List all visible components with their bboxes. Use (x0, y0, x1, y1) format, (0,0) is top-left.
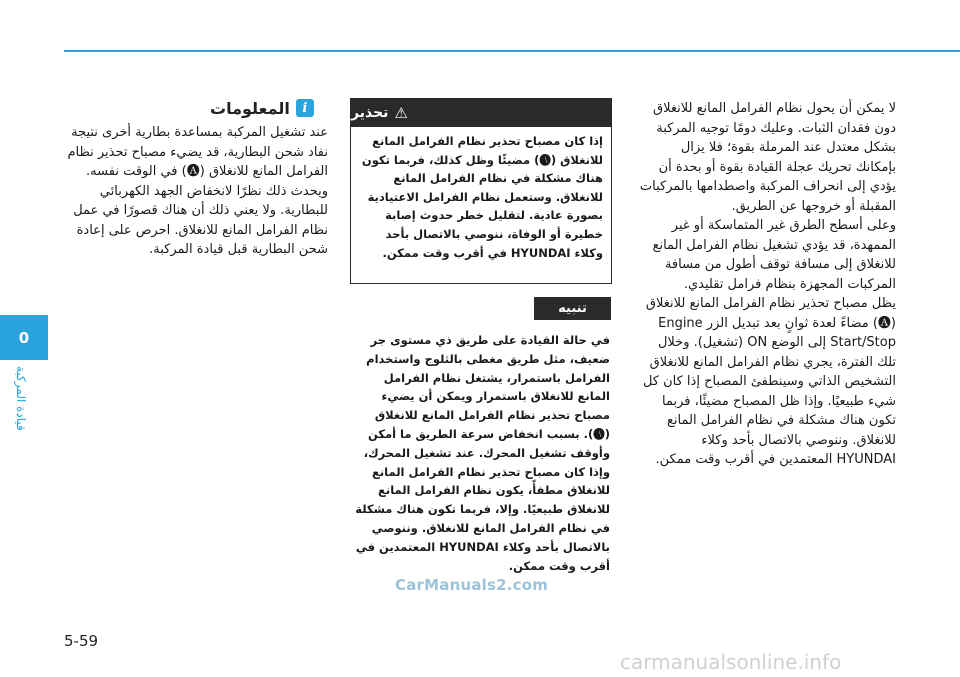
info-title: المعلومات (210, 98, 290, 118)
warning-title: تحذير (351, 105, 389, 121)
paragraph-abs-warning-light: يظل مصباح تحذير نظام الفرامل المانع للانغلاق (🅐) مضاءً لعدة ثوانٍ بعد تبديل الزر Engine Start/Stop إلى الوضع ON (تشغيل). وخلال تلك الفترة، يجري نظام الفرامل المانع للانغلاق التشخيص الذاتي وسينطفئ المصباح إذا كان كل شيء طبيعيًا. وإذا ظل المصباح مضيئًا، فربما تكون هناك مشكلة في نظام الفرامل المانع للانغلاق. وننوصي بالاتصال بأحد وكلاء HYUNDAI المعتمدين في أقرب وقت ممكن. (642, 296, 896, 467)
warning-triangle-icon: ⚠ (394, 104, 408, 122)
info-body: عند تشغيل المركبة بمساعدة بطارية أخرى نتيجة نفاد شحن البطارية، قد يضيء مصباح تحذير نظام الفرامل المانع للانغلاق (🅐) في الوقت نفسه. ويحدث ذلك نظرًا لانخفاض الجهد الكهربائي للبطارية. ولا يعني ذلك أن هناك قصورًا في عمل نظام الفرامل المانع للانغلاق. احرص على إعادة شحن البطارية قبل قيادة المركبة. (67, 125, 328, 257)
section-tab-number: 0 (18, 328, 30, 347)
section-tab (0, 315, 48, 360)
info-icon: i (296, 99, 314, 117)
warning-body: إذا كان مصباح تحذير نظام الفرامل المانع للانغلاق (🅐) مضيئًا وظل كذلك، فربما تكون هناك مشكلة في نظام الفرامل المانع للانغلاق. وستعمل نظام الفرامل الاعتيادية بصورة عادية. لتقليل خطر حدوث إصابة خطيرة أو الوفاة، ننوصي بالاتصال بأحد وكلاء HYUNDAI في أقرب وقت ممكن. (361, 134, 603, 260)
caution-title: تنبيه (558, 301, 587, 316)
watermark-carmanuals2: CarManuals2.com (395, 576, 549, 594)
info-heading (210, 98, 328, 118)
warning-header (351, 99, 611, 127)
page-number: 5-59 (64, 632, 99, 650)
caution-header (534, 297, 611, 320)
main-text-column (638, 99, 896, 470)
section-side-label: قيادة المركبة (14, 366, 28, 431)
watermark-carmanualsonline: carmanualsonline.info (620, 650, 842, 674)
header-rule (64, 50, 960, 52)
warning-box (350, 98, 612, 284)
caution-body: في حالة القيادة على طريق ذي مستوى جر ضعيف، مثل طريق مغطى بالثلوج واستخدام الفرامل باستمرار، يشتغل نظام الفرامل المانع للانغلاق باستمرار ويمكن أن يضيء مصباح تحذير نظام الفرامل المانع للانغلاق (🅐). بسبب انخفاض سرعة الطريق ما أمكن وأوقف تشغيل المحرك. عند تشغيل المحرك، وإذا كان مصباح تحذير نظام الفرامل المانع للانغلاق مطفأً، يكون نظام الفرامل المانع للانغلاق طبيعيًا. وإلا، فربما تكون هناك مشكلة في نظام الفرامل المانع للانغلاق. وننوصي بالاتصال بأحد وكلاء HYUNDAI المعتمدين في أقرب وقت ممكن. (355, 333, 610, 573)
paragraph-abs-stability: لا يمكن أن يحول نظام الفرامل المانع للانغلاق دون فقدان الثبات. وعليك دومًا توجيه المركبة بشكل معتدل عند المرملة بقوة؛ فلا يزال بإمكانك تحريك عجلة القيادة بقوة أو بحدة أن يؤدي إلى انحراف المركبة واصطدامها بالمركبات المقبلة أو خروجها عن الطريق. (639, 101, 896, 214)
paragraph-abs-surfaces: وعلى أسطح الطرق غير المتماسكة أو غير الممهدة، قد يؤدي تشغيل نظام الفرامل المانع للانغلاق إلى مسافة توقف أطول من مسافة المركبات المجهزة بنظام فرامل تقليدي. (652, 218, 896, 292)
